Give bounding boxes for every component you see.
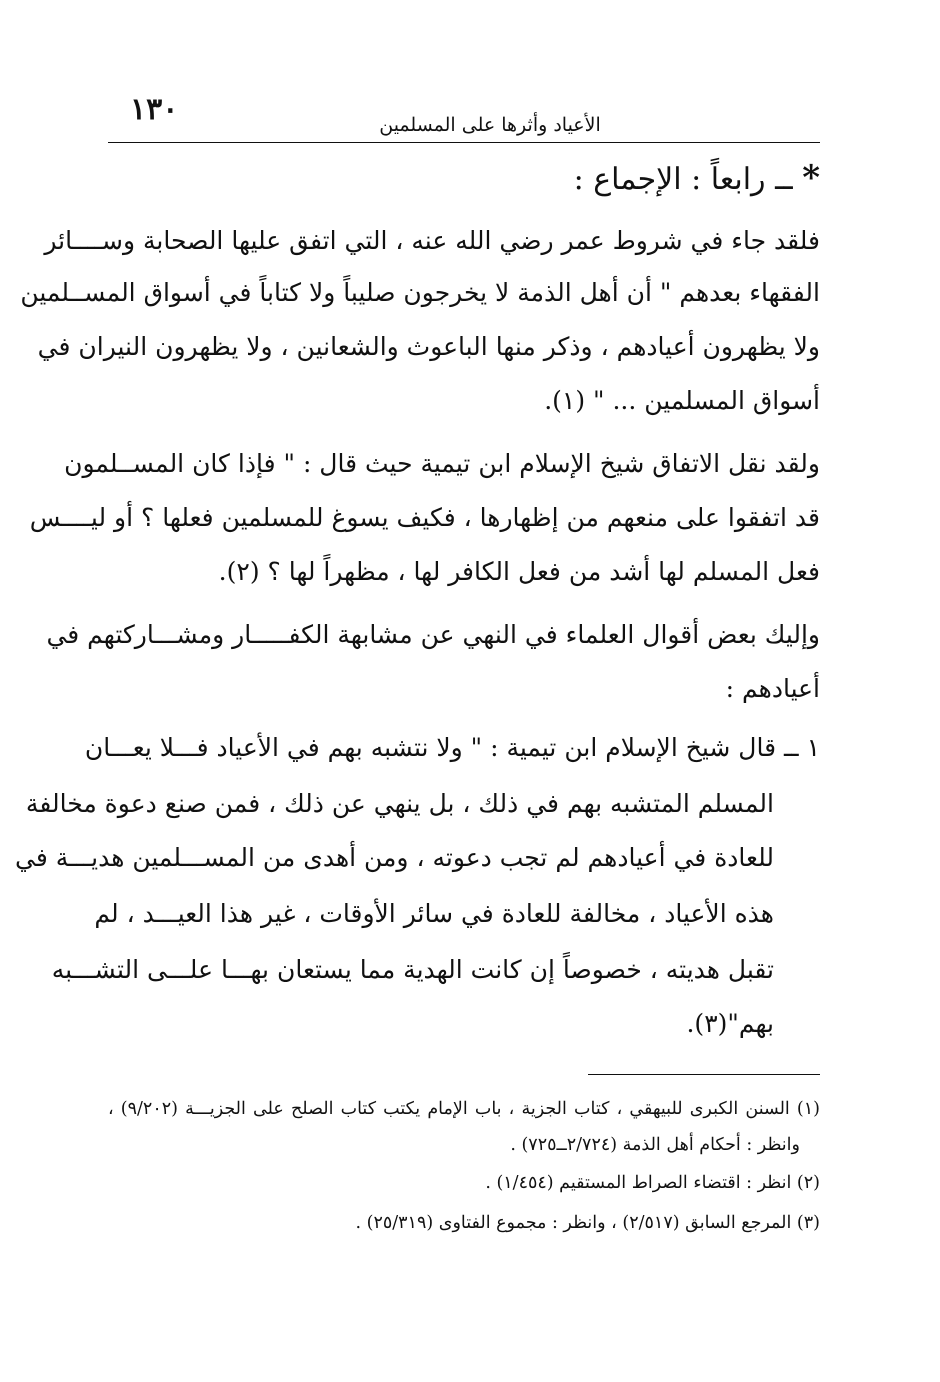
footnote-3: (٣) المرجع السابق (٢/٥١٧) ، وانظر : مجموع الفتاوى (٢٥/٣١٩) . (355, 1213, 820, 1233)
paragraph-3-line-1: وإليك بعض أقوال العلماء في النهي عن مشابهة الكفـــــار ومشـــاركتهم في (46, 620, 820, 649)
paragraph-1-line-4: أسواق المسلمين ... " (١). (544, 386, 820, 415)
item-1-line-2: المسلم المتشبه بهم في ذلك ، بل ينهي عن ذلك ، فمن صنع دعوة مخالفة (25, 789, 774, 818)
heading-star: * (802, 158, 820, 198)
paragraph-1-line-1: فلقد جاء في شروط عمر رضي الله عنه ، التي اتفق عليها الصحابة وســــائر (44, 226, 820, 255)
item-1-line-1: ١ ــ قال شيخ الإسلام ابن تيمية : " ولا نتشبه بهم في الأعياد فـــلا يعـــان (84, 733, 820, 762)
running-head: الأعياد وأثرها على المسلمين (379, 114, 601, 136)
item-1-line-6: بهم"(٣). (686, 1009, 774, 1038)
paragraph-2-line-3: فعل المسلم لها أشد من فعل الكافر لها ، مظهراً لها ؟ (٢). (218, 557, 820, 586)
footnote-2: (٢) انظر : اقتضاء الصراط المستقيم (١/٤٥٤) . (485, 1173, 820, 1193)
section-heading (574, 158, 820, 198)
paragraph-1-line-3: ولا يظهرون أعيادهم ، وذكر منها الباعوث والشعانين ، ولا يظهرون النيران في (37, 332, 820, 361)
header-rule (108, 142, 820, 143)
footnote-1-line-2: وانظر : أحكام أهل الذمة (٢/٧٢٤ــ٧٢٥) . (510, 1135, 800, 1155)
item-1-line-3: للعادة في أعيادهم لم تجب دعوته ، ومن أهدى من المســـلمين هديـــة في (15, 843, 774, 872)
page-number: ١٣٠ (130, 92, 179, 127)
footnote-rule (588, 1074, 820, 1075)
item-1-line-5: تقبل هديته ، خصوصاً إن كانت الهدية مما يستعان بهـــا علـــى التشـــبه (51, 955, 774, 984)
paragraph-1-line-2: الفقهاء بعدهم " أن أهل الذمة لا يخرجون صليباً ولا كتاباً في أسواق المســلمين (20, 278, 820, 307)
footnote-1-line-1: (١) السنن الكبرى للبيهقي ، كتاب الجزية ، باب الإمام يكتب كتاب الصلح على الجزيـــة (٩/٢٠٢) ، (108, 1099, 820, 1119)
paragraph-2-line-1: ولقد نقل الاتفاق شيخ الإسلام ابن تيمية حيث قال : " فإذا كان المســلمون (64, 449, 820, 478)
heading-text: ــ رابعاً : الإجماع : (573, 162, 793, 197)
item-1-line-4: هذه الأعياد ، مخالفة للعادة في سائر الأوقات ، غير هذا العيـــد ، لم (94, 899, 774, 928)
paragraph-3-line-2: أعيادهم : (725, 674, 820, 703)
paragraph-2-line-2: قد اتفقوا على منعهم من إظهارها ، فكيف يسوغ للمسلمين فعلها ؟ أو ليــــس (29, 503, 820, 532)
